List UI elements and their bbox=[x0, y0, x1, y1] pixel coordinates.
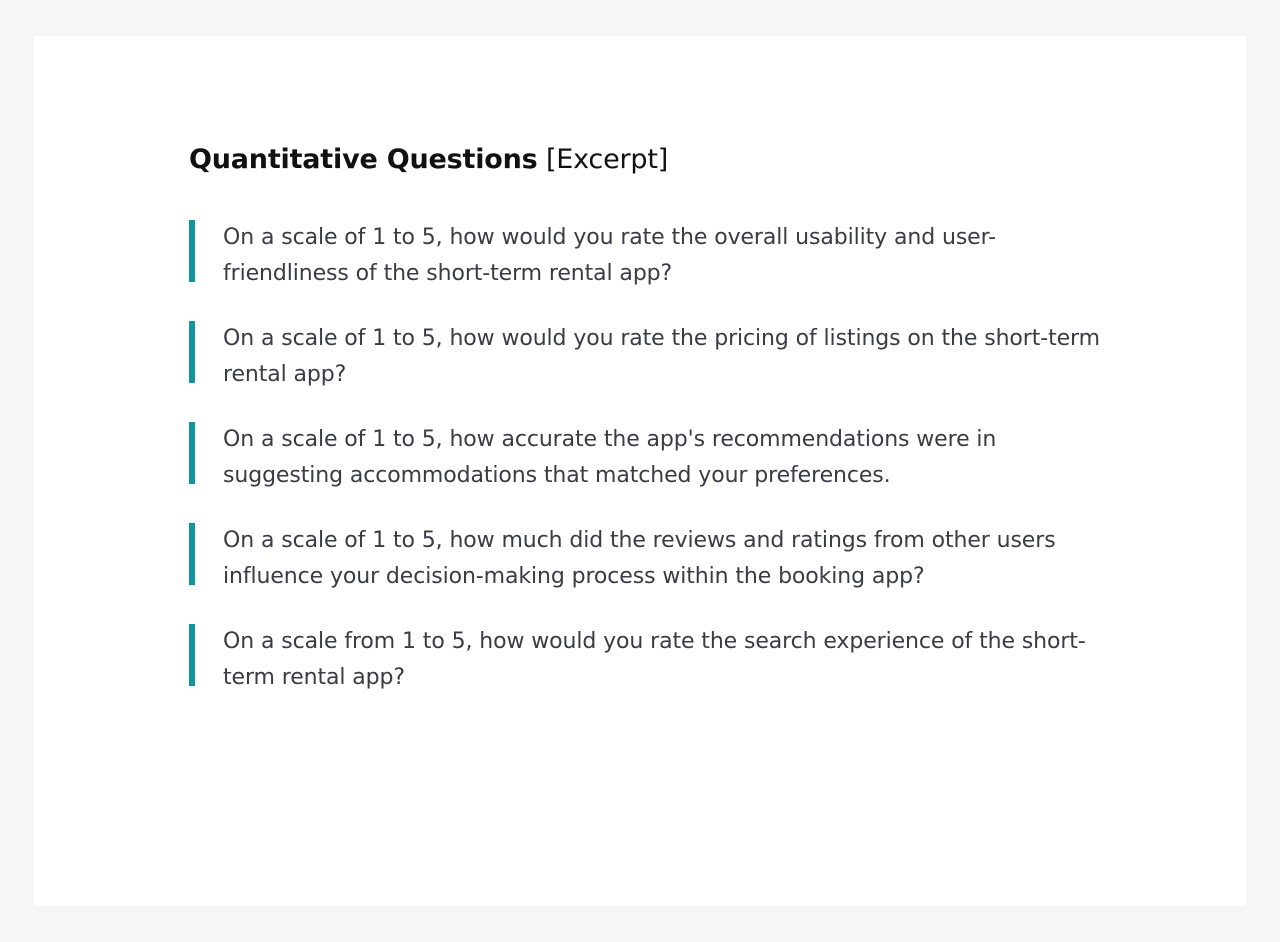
content-area bbox=[189, 141, 1109, 732]
question-item bbox=[189, 321, 1109, 393]
heading-bold-text: Quantitative Questions bbox=[189, 144, 538, 175]
question-text: On a scale of 1 to 5, how accurate the app's recommendations were in suggesting accommodations that matched your preferences. bbox=[223, 427, 997, 488]
question-item bbox=[189, 523, 1109, 595]
question-text: On a scale of 1 to 5, how would you rate the overall usability and user-friendliness of the short-term rental app? bbox=[223, 225, 996, 286]
question-text: On a scale of 1 to 5, how would you rate the pricing of listings on the short-term rental app? bbox=[223, 326, 1100, 387]
accent-bar bbox=[189, 422, 195, 484]
question-list bbox=[189, 220, 1109, 696]
accent-bar bbox=[189, 523, 195, 585]
accent-bar bbox=[189, 220, 195, 282]
question-item bbox=[189, 624, 1109, 696]
accent-bar bbox=[189, 624, 195, 686]
document-card bbox=[34, 36, 1246, 906]
question-text: On a scale from 1 to 5, how would you rate the search experience of the short-term rental app? bbox=[223, 629, 1086, 690]
question-item bbox=[189, 220, 1109, 292]
question-item bbox=[189, 422, 1109, 494]
section-heading bbox=[189, 141, 1109, 179]
heading-excerpt-label: [Excerpt] bbox=[545, 144, 669, 175]
question-text: On a scale of 1 to 5, how much did the reviews and ratings from other users influence your decision-making process within the booking app? bbox=[223, 528, 1056, 589]
accent-bar bbox=[189, 321, 195, 383]
